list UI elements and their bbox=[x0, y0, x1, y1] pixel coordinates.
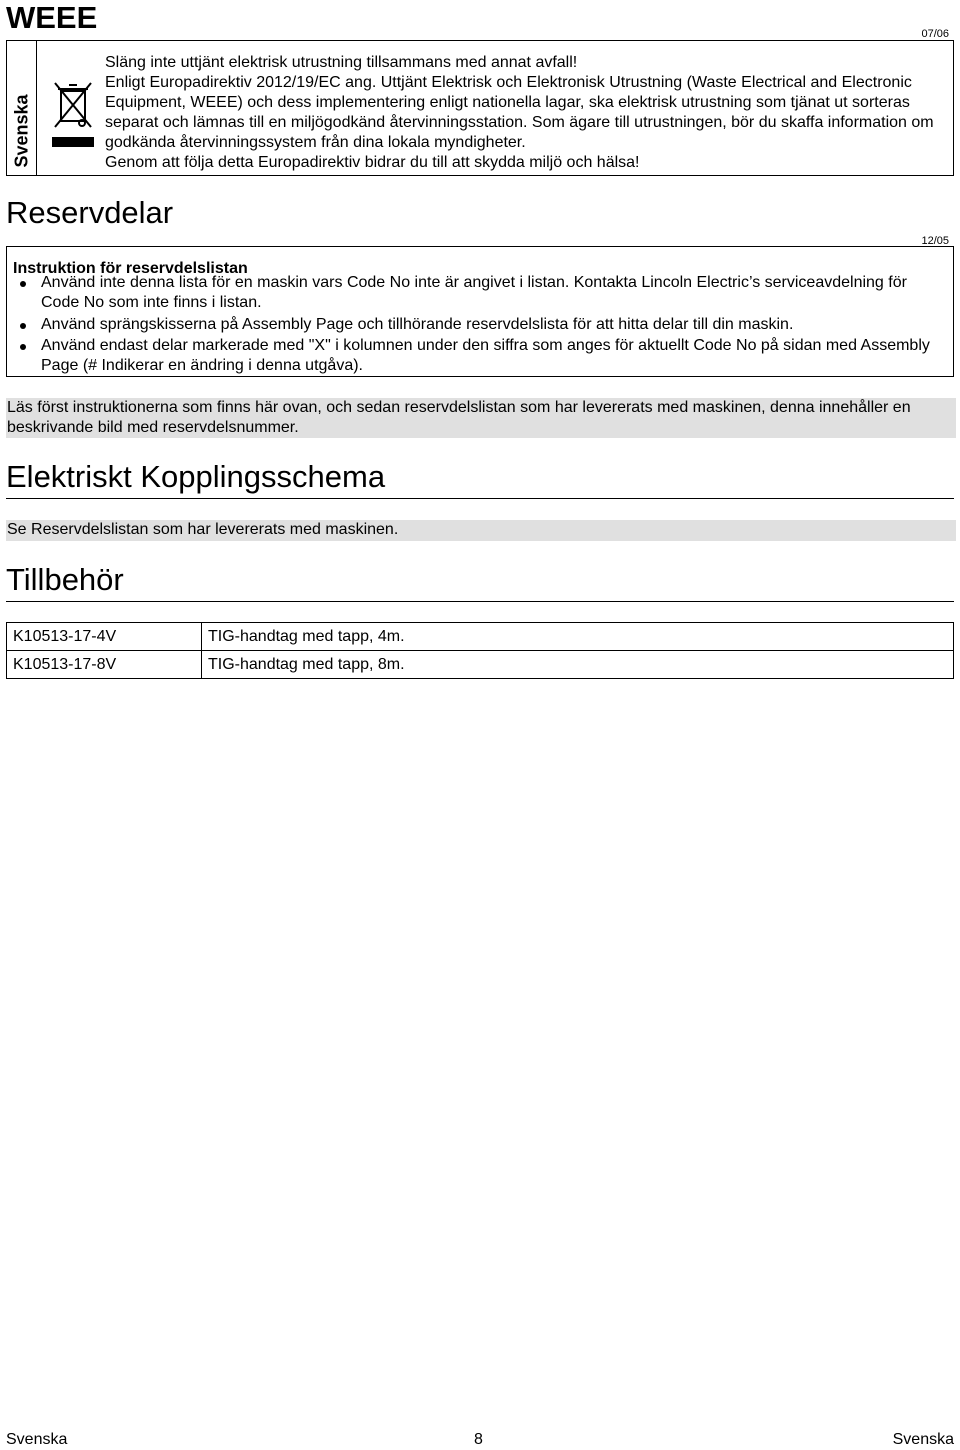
page-number: 8 bbox=[474, 1431, 483, 1448]
weee-heading: WEEE bbox=[6, 0, 98, 35]
schema-heading: Elektriskt Kopplingsschema bbox=[6, 459, 386, 494]
language-label: Svenska bbox=[11, 94, 32, 168]
footer-right-label: Svenska bbox=[892, 1431, 954, 1448]
tillbehor-heading: Tillbehör bbox=[6, 562, 124, 597]
crossed-out-wheelie-bin-icon bbox=[49, 79, 97, 151]
bullet-item bbox=[13, 315, 943, 335]
bullet-item bbox=[13, 336, 943, 376]
weee-line: Släng inte uttjänt elektrisk utrustning tillsammans med annat avfall! bbox=[105, 54, 578, 71]
weee-line: Enligt Europadirektiv 2012/19/EC ang. Uttjänt Elektrisk och Elektronisk Utrustning (Waste Electrical and Electronic Equipment, WEEE) och dess implementering enligt nationella lagar, ska elektrisk utrustning som tjänat ut sorteras separat och lämnas till en miljögodkänd återvinningsstation. Som ägare till utrustningen, bör du skaffa information om godkända återvinningssystem från dina lokala myndigheter. bbox=[105, 74, 934, 151]
bullet-text: Använd inte denna lista för en maskin vars Code No inte är angivet i listan. Kontakta Lincoln Electric’s serviceavdelning för Code No som inte finns i listan. bbox=[41, 274, 907, 311]
accessory-description: TIG-handtag med tapp, 4m. bbox=[202, 623, 954, 651]
reservdelar-date: 12/05 bbox=[921, 235, 949, 247]
accessories-table bbox=[6, 622, 954, 679]
weee-date: 07/06 bbox=[921, 28, 949, 40]
schema-note: Se Reservdelslistan som har levererats med maskinen. bbox=[6, 520, 956, 541]
language-sidebar bbox=[7, 41, 37, 175]
bullet-dot bbox=[20, 323, 26, 329]
accessory-code: K10513-17-8V bbox=[7, 651, 202, 679]
table-row bbox=[7, 651, 954, 679]
weee-line: Genom att följa detta Europadirektiv bidrar du till att skydda miljö och hälsa! bbox=[105, 154, 640, 171]
reservdelar-heading: Reservdelar bbox=[6, 195, 174, 230]
bullet-text: Använd sprängskisserna på Assembly Page och tillhörande reservdelslista för att hitta delar till din maskin. bbox=[41, 316, 794, 333]
accessory-code: K10513-17-4V bbox=[7, 623, 202, 651]
bullet-dot bbox=[20, 344, 26, 350]
bullet-dot bbox=[20, 281, 26, 287]
reservdelar-box bbox=[6, 235, 954, 377]
divider bbox=[6, 498, 954, 499]
reservdelar-note: Läs först instruktionerna som finns här ovan, och sedan reservdelslistan som har levererats med maskinen, denna innehåller en beskrivande bild med reservdelsnummer. bbox=[6, 398, 956, 438]
table-row bbox=[7, 623, 954, 651]
divider bbox=[6, 601, 954, 602]
footer-left-label: Svenska bbox=[6, 1431, 68, 1448]
instruction-title: Instruktion för reservdelslistan bbox=[13, 260, 248, 277]
weee-box bbox=[6, 28, 954, 176]
bullet-item bbox=[13, 273, 943, 313]
bullet-text: Använd endast delar markerade med "X" i kolumnen under den siffra som anges för aktuellt Code No på sidan med Assembly Page (# Indikerar en ändring i denna utgåva). bbox=[41, 337, 930, 374]
accessory-description: TIG-handtag med tapp, 8m. bbox=[202, 651, 954, 679]
weee-text bbox=[105, 53, 951, 173]
